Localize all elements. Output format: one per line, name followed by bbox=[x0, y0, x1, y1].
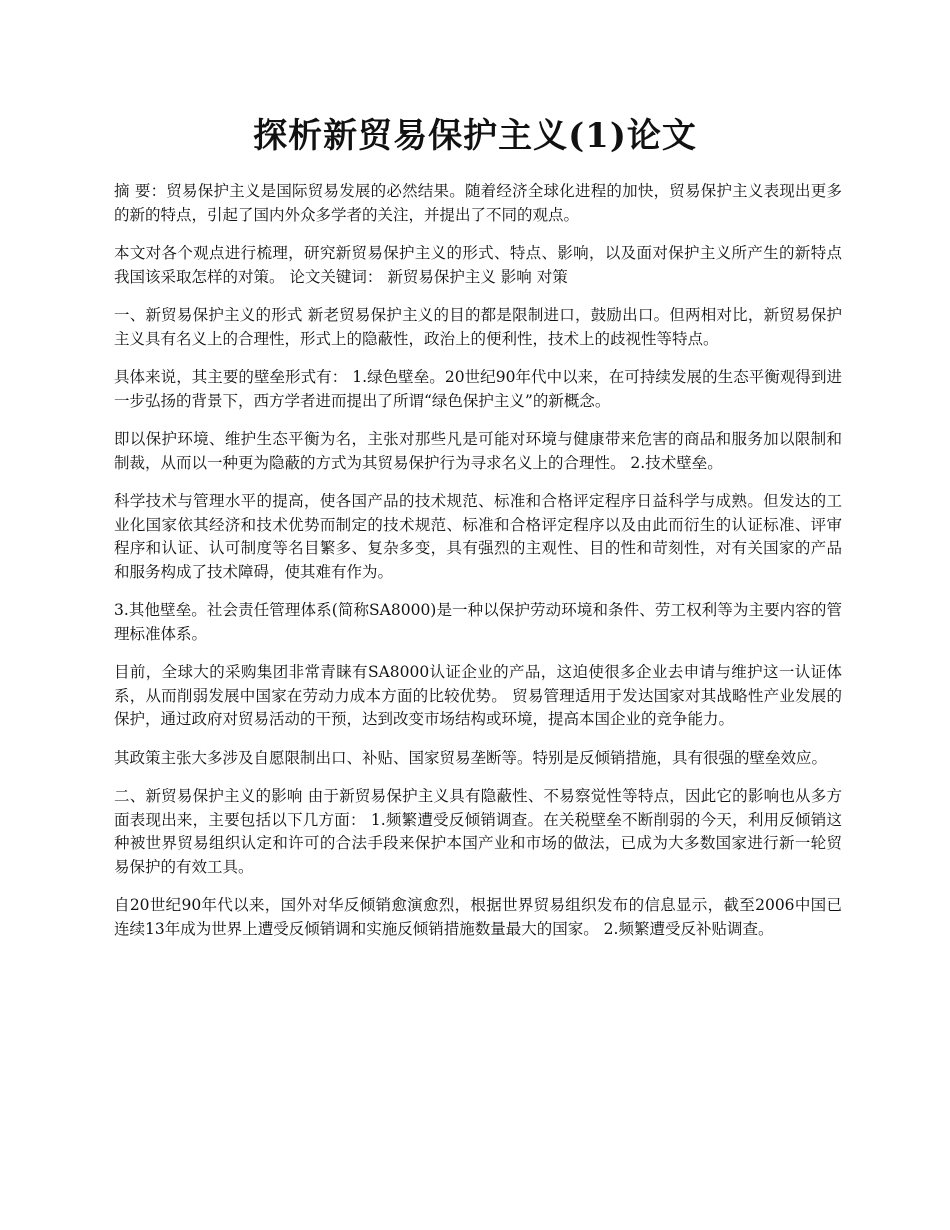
paragraph-green-barrier: 具体来说，其主要的壁垒形式有： 1.绿色壁垒。20世纪90年代中以来，在可持续发展的生态平衡观得到进一步弘扬的背景下，西方学者进而提出了所谓“绿色保护主义”的新概念。 bbox=[114, 368, 842, 410]
paragraph-policy: 其政策主张大多涉及自愿限制出口、补贴、国家贸易垄断等。特别是反倾销措施，具有很强的壁垒效应。 bbox=[114, 748, 828, 767]
paragraph-abstract: 摘 要：贸易保护主义是国际贸易发展的必然结果。随着经济全球化进程的加快，贸易保护主义表现出更多的新的特点，引起了国内外众多学者的关注，并提出了不同的观点。 bbox=[114, 182, 842, 224]
document-body bbox=[114, 180, 842, 956]
paragraph-other-barriers: 3.其他壁垒。社会责任管理体系(简称SA8000)是一种以保护劳动环境和条件、劳工权利等为主要内容的管理标准体系。 bbox=[114, 601, 842, 643]
paragraph-environment: 即以保护环境、维护生态平衡为名，主张对那些凡是可能对环境与健康带来危害的商品和服务加以限制和制裁，从而以一种更为隐蔽的方式为其贸易保护行为寻求名义上的合理性。 2.技术壁垒。 bbox=[114, 430, 842, 472]
paragraph-keywords: 本文对各个观点进行梳理，研究新贸易保护主义的形式、特点、影响，以及面对保护主义所产生的新特点我国该采取怎样的对策。 论文关键词： 新贸易保护主义 影响 对策 bbox=[114, 244, 842, 286]
paragraph-technical-barrier: 科学技术与管理水平的提高，使各国产品的技术规范、标准和合格评定程序日益科学与成熟。但发达的工业化国家依其经济和技术优势而制定的技术规范、标准和合格评定程序以及由此而衍生的认证标准、评审程序和认证、认可制度等名目繁多、复杂多变，具有强烈的主观性、目的性和苛刻性，对有关国家的产品和服务构成了技术障碍，使其难有作为。 bbox=[114, 492, 842, 581]
document-title: 探析新贸易保护主义(1)论文 bbox=[253, 116, 697, 156]
paragraph-anti-dumping: 自20世纪90年代以来，国外对华反倾销愈演愈烈，根据世界贸易组织发布的信息显示，截至2006中国已连续13年成为世界上遭受反倾销调和实施反倾销措施数量最大的国家。 2.频繁遭受反补贴调查。 bbox=[114, 896, 842, 938]
paragraph-sa8000: 目前，全球大的采购集团非常青睐有SA8000认证企业的产品，这迫使很多企业去申请与维护这一认证体系，从而削弱发展中国家在劳动力成本方面的比较优势。 贸易管理适用于发达国家对其战略性产业发展的保护，通过政府对贸易活动的干预，达到改变市场结构或环境，提高本国企业的竞争能力。 bbox=[114, 663, 842, 728]
paragraph-section-impact: 二、新贸易保护主义的影响 由于新贸易保护主义具有隐蔽性、不易察觉性等特点，因此它的影响也从多方面表现出来，主要包括以下几方面： 1.频繁遭受反倾销调查。在关税壁垒不断削弱的今天，利用反倾销这种被世界贸易组织认定和许可的合法手段来保护本国产业和市场的做法，已成为大多数国家进行新一轮贸易保护的有效工具。 bbox=[114, 787, 842, 876]
paragraph-section-forms: 一、新贸易保护主义的形式 新老贸易保护主义的目的都是限制进口，鼓励出口。但两相对比，新贸易保护主义具有名义上的合理性，形式上的隐蔽性，政治上的便利性，技术上的歧视性等特点。 bbox=[114, 306, 842, 348]
